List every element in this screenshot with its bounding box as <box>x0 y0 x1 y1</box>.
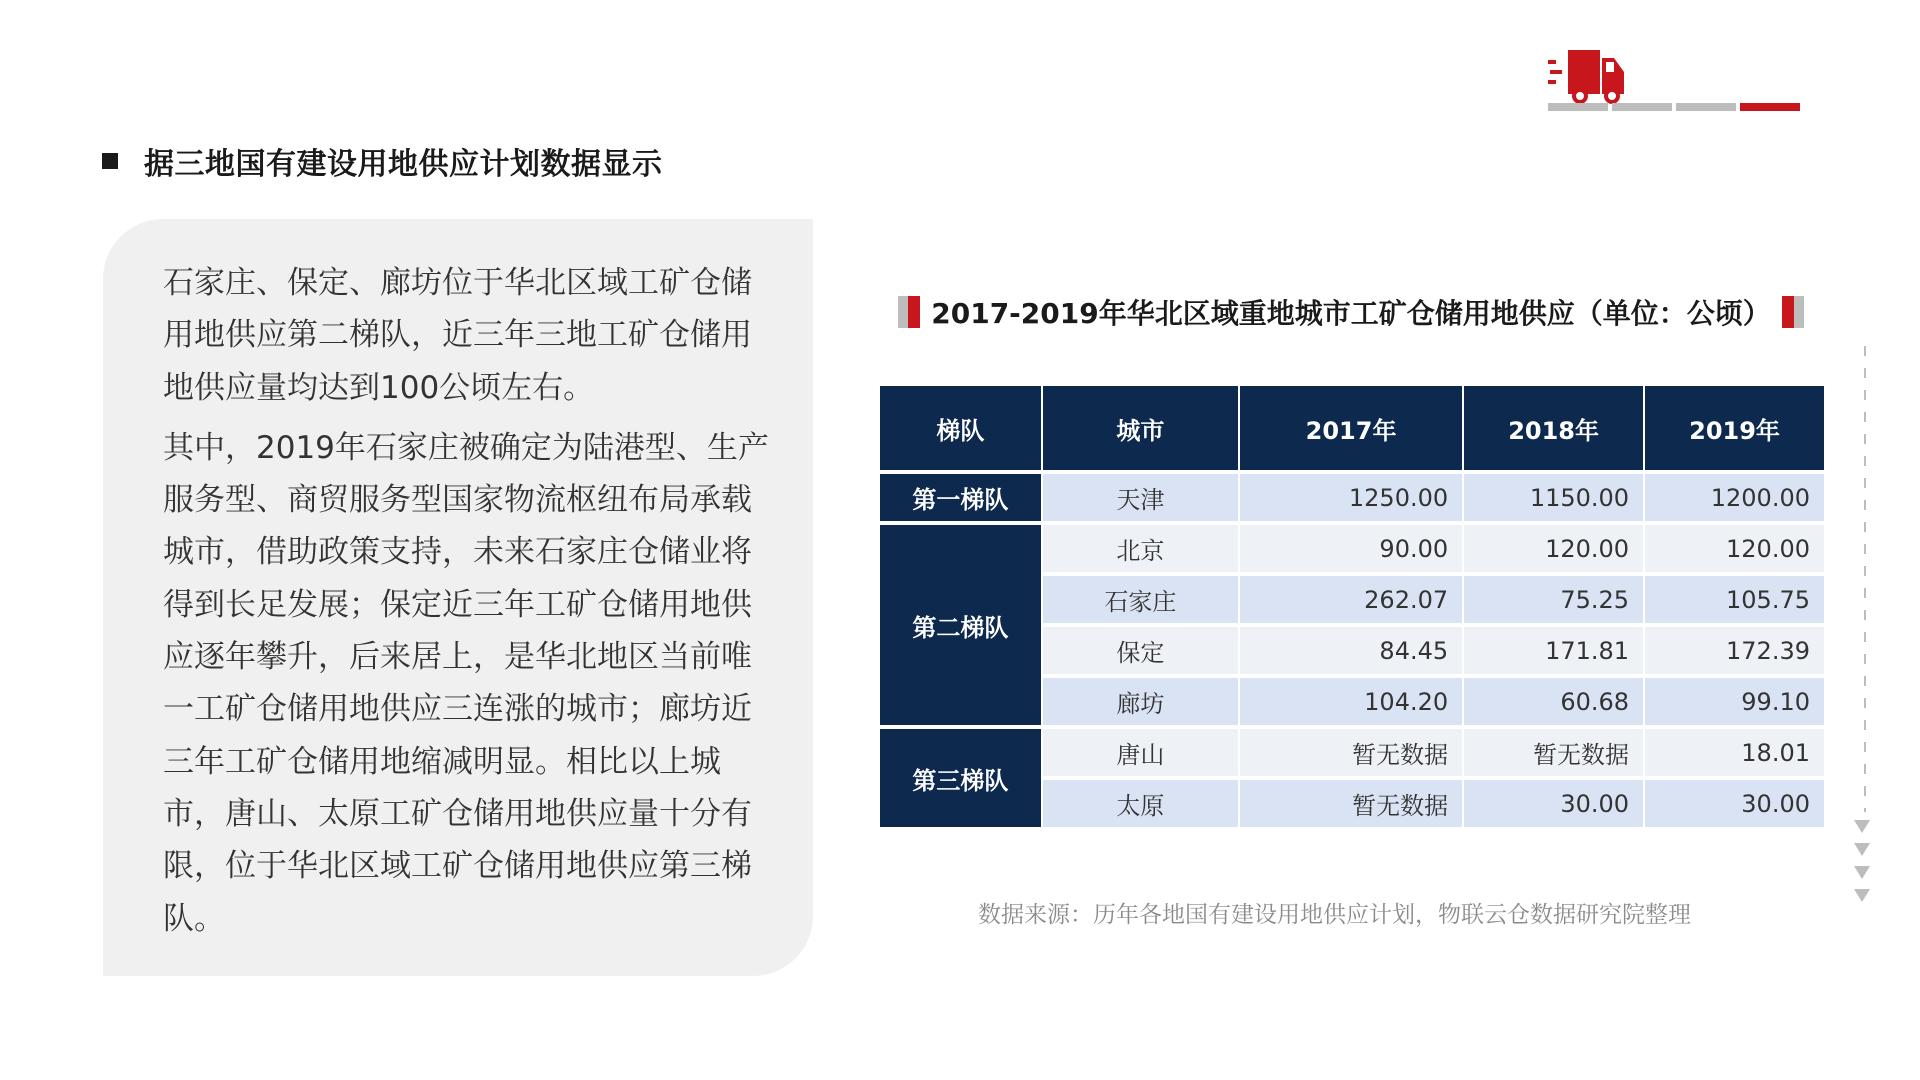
value-2019: 18.01 <box>1645 729 1824 776</box>
header-tier: 梯队 <box>880 386 1041 470</box>
city-cell: 太原 <box>1043 780 1238 827</box>
table-title-text: 2017-2019年华北区域重地城市工矿仓储用地供应（单位：公顷） <box>931 297 1771 330</box>
city-cell: 北京 <box>1043 525 1238 572</box>
table-title <box>898 292 1804 332</box>
down-arrows <box>1854 820 1876 912</box>
value-2019: 172.39 <box>1645 627 1824 674</box>
table-row <box>880 474 1824 521</box>
logo-bar <box>1676 103 1736 111</box>
tier-cell: 第一梯队 <box>880 474 1041 521</box>
down-arrow-icon <box>1854 866 1870 879</box>
value-2018: 60.68 <box>1464 678 1643 725</box>
header-city: 城市 <box>1043 386 1238 470</box>
bullet-square-icon <box>102 153 118 169</box>
source-note: 数据来源：历年各地国有建设用地供应计划，物联云仓数据研究院整理 <box>978 902 1691 928</box>
value-2017: 104.20 <box>1240 678 1462 725</box>
data-table <box>878 382 1826 831</box>
value-2018: 120.00 <box>1464 525 1643 572</box>
header-2019: 2019年 <box>1645 386 1824 470</box>
title-marker-right <box>1782 296 1804 328</box>
dashed-divider <box>1864 346 1866 812</box>
value-2018: 30.00 <box>1464 780 1643 827</box>
down-arrow-icon <box>1854 820 1870 833</box>
value-2017: 暂无数据 <box>1240 780 1462 827</box>
city-cell: 石家庄 <box>1043 576 1238 623</box>
value-2017: 262.07 <box>1240 576 1462 623</box>
value-2019: 99.10 <box>1645 678 1824 725</box>
value-2017: 1250.00 <box>1240 474 1462 521</box>
paragraph-2: 其中，2019年石家庄被确定为陆港型、生产服务型、商贸服务型国家物流枢纽布局承载城市，借助政策支持，未来石家庄仓储业将得到长足发展；保定近三年工矿仓储用地供应逐年攀升，后来居上，是华北地区当前唯一工矿仓储用地供应三连涨的城市；廊坊近三年工矿仓储用地缩减明显。相比以上城市，唐山、太原工矿仓储用地供应量十分有限，位于华北区域工矿仓储用地供应第三梯队。 <box>163 429 769 937</box>
text-panel <box>103 219 813 976</box>
city-cell: 唐山 <box>1043 729 1238 776</box>
down-arrow-icon <box>1854 889 1870 902</box>
paragraph-1: 石家庄、保定、廊坊位于华北区域工矿仓储用地供应第二梯队，近三年三地工矿仓储用地供应量均达到100公顷左右。 <box>163 265 752 406</box>
value-2019: 120.00 <box>1645 525 1824 572</box>
logo-bar <box>1612 103 1672 111</box>
value-2018: 1150.00 <box>1464 474 1643 521</box>
logo-bar-accent <box>1740 103 1800 111</box>
value-2017: 暂无数据 <box>1240 729 1462 776</box>
table-header-row <box>880 386 1824 470</box>
table-row <box>880 729 1824 776</box>
value-2018: 171.81 <box>1464 627 1643 674</box>
city-cell: 天津 <box>1043 474 1238 521</box>
value-2019: 105.75 <box>1645 576 1824 623</box>
down-arrow-icon <box>1854 843 1870 856</box>
city-cell: 保定 <box>1043 627 1238 674</box>
value-2018: 暂无数据 <box>1464 729 1643 776</box>
logo-bar <box>1548 103 1608 111</box>
header-2018: 2018年 <box>1464 386 1643 470</box>
value-2018: 75.25 <box>1464 576 1643 623</box>
table-row <box>880 525 1824 572</box>
tier-cell: 第三梯队 <box>880 729 1041 827</box>
value-2017: 84.45 <box>1240 627 1462 674</box>
section-heading <box>102 139 663 183</box>
value-2017: 90.00 <box>1240 525 1462 572</box>
header-2017: 2017年 <box>1240 386 1462 470</box>
tier-cell: 第二梯队 <box>880 525 1041 725</box>
city-cell: 廊坊 <box>1043 678 1238 725</box>
title-marker-left <box>898 296 920 328</box>
value-2019: 1200.00 <box>1645 474 1824 521</box>
value-2019: 30.00 <box>1645 780 1824 827</box>
section-heading-text: 据三地国有建设用地供应计划数据显示 <box>144 147 663 182</box>
